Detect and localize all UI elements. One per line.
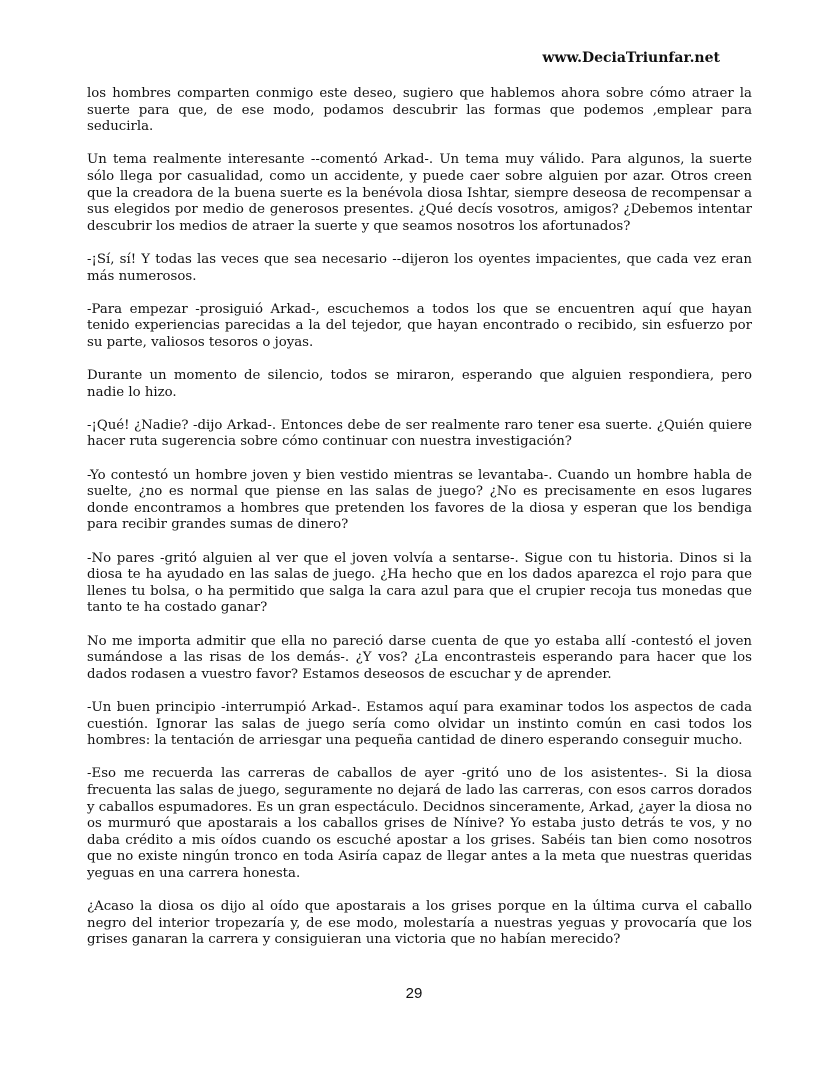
paragraph: -Para empezar -prosiguió Arkad-, escuchemos a todos los que se encuentren aquí que hayan tenido experiencias parecidas a la del tejedor, que hayan encontrado o recibido, sin esfuerzo por su parte, valiosos tesoros o joyas. (87, 301, 752, 350)
paragraph: Durante un momento de silencio, todos se miraron, esperando que alguien respondiera, pero nadie lo hizo. (87, 368, 752, 400)
page-number: 29 (405, 985, 423, 1002)
site-url-header: www.DeciaTriunfar.net (542, 50, 720, 66)
body-text (87, 86, 752, 965)
paragraph: -Un buen principio -interrumpió Arkad-. Estamos aquí para examinar todos los aspectos de cada cuestión. Ignorar las salas de juego sería como olvidar un instinto común en casi todos los hombres: la tentación de arriesgar una pequeña cantidad de dinero esperando conseguir mucho. (87, 699, 752, 749)
paragraph: ¿Acaso la diosa os dijo al oído que apostarais a los grises porque en la última curva el caballo negro del interior tropezaría y, de ese modo, molestaría a nuestras yeguas y provocaría que los grises ganaran la carrera y consiguieran una victoria que no habían merecido? (87, 899, 752, 948)
paragraph: -No pares -gritó alguien al ver que el joven volvía a sentarse-. Sigue con tu historia. Dinos si la diosa te ha ayudado en las salas de juego. ¿Ha hecho que en los dados aparezca el rojo para que llenes tu bolsa, o ha permitido que salga la cara azul para que el crupier recoja tus monedas que tanto te ha costado ganar? (87, 550, 752, 616)
paragraph: Un tema realmente interesante --comentó Arkad-. Un tema muy válido. Para algunos, la suerte sólo llega por casualidad, como un accidente, y puede caer sobre alguien por azar. Otros creen que la creadora de la buena suerte es la benévola diosa Ishtar, siempre deseosa de recompensar a sus elegidos por medio de generosos presentes. ¿Qué decís vosotros, amigos? ¿Debemos intentar descubrir los medios de atraer la suerte y que seamos nosotros los afortunados? (87, 152, 752, 234)
paragraph: -¡Qué! ¿Nadie? -dijo Arkad-. Entonces debe de ser realmente raro tener esa suerte. ¿Quién quiere hacer ruta sugerencia sobre cómo continuar con nuestra investigación? (87, 417, 752, 450)
paragraph: -Eso me recuerda las carreras de caballos de ayer -gritó uno de los asistentes-. Si la diosa frecuenta las salas de juego, seguramente no dejará de lado las carreras, con esos carros dorados y caballos espumadores. Es un gran espectáculo. Decidnos sinceramente, Arkad, ¿ayer la diosa no os murmuró que apostarais a los caballos grises de Nínive? Yo estaba justo detrás te vos, y no daba crédito a mis oídos cuando os escuché apostar a los grises. Sabéis tan bien como nosotros que no existe ningún tronco en toda Asiría capaz de llegar antes a la meta que nuestras queridas yeguas en una carrera honesta. (87, 766, 752, 881)
paragraph: No me importa admitir que ella no pareció darse cuenta de que yo estaba allí -contestó el joven sumándose a las risas de los demás-. ¿Y vos? ¿La encontrasteis esperando para hacer que los dados rodasen a vuestro favor? Estamos deseosos de escuchar y de aprender. (87, 633, 752, 682)
paragraph: -Yo contestó un hombre joven y bien vestido mientras se levantaba-. Cuando un hombre habla de suelte, ¿no es normal que piense en las salas de juego? ¿No es precisamente en esos lugares donde encontramos a hombres que pretenden los favores de la diosa y esperan que los bendiga para recibir grandes sumas de dinero? (87, 467, 752, 533)
paragraph: -¡Sí, sí! Y todas las veces que sea necesario --dijeron los oyentes impacientes, que cada vez eran más numerosos. (87, 251, 752, 284)
paragraph: los hombres comparten conmigo este deseo, sugiero que hablemos ahora sobre cómo atraer la suerte para que, de ese modo, podamos descubrir las formas que podemos ,emplear para seducirla. (87, 86, 752, 135)
